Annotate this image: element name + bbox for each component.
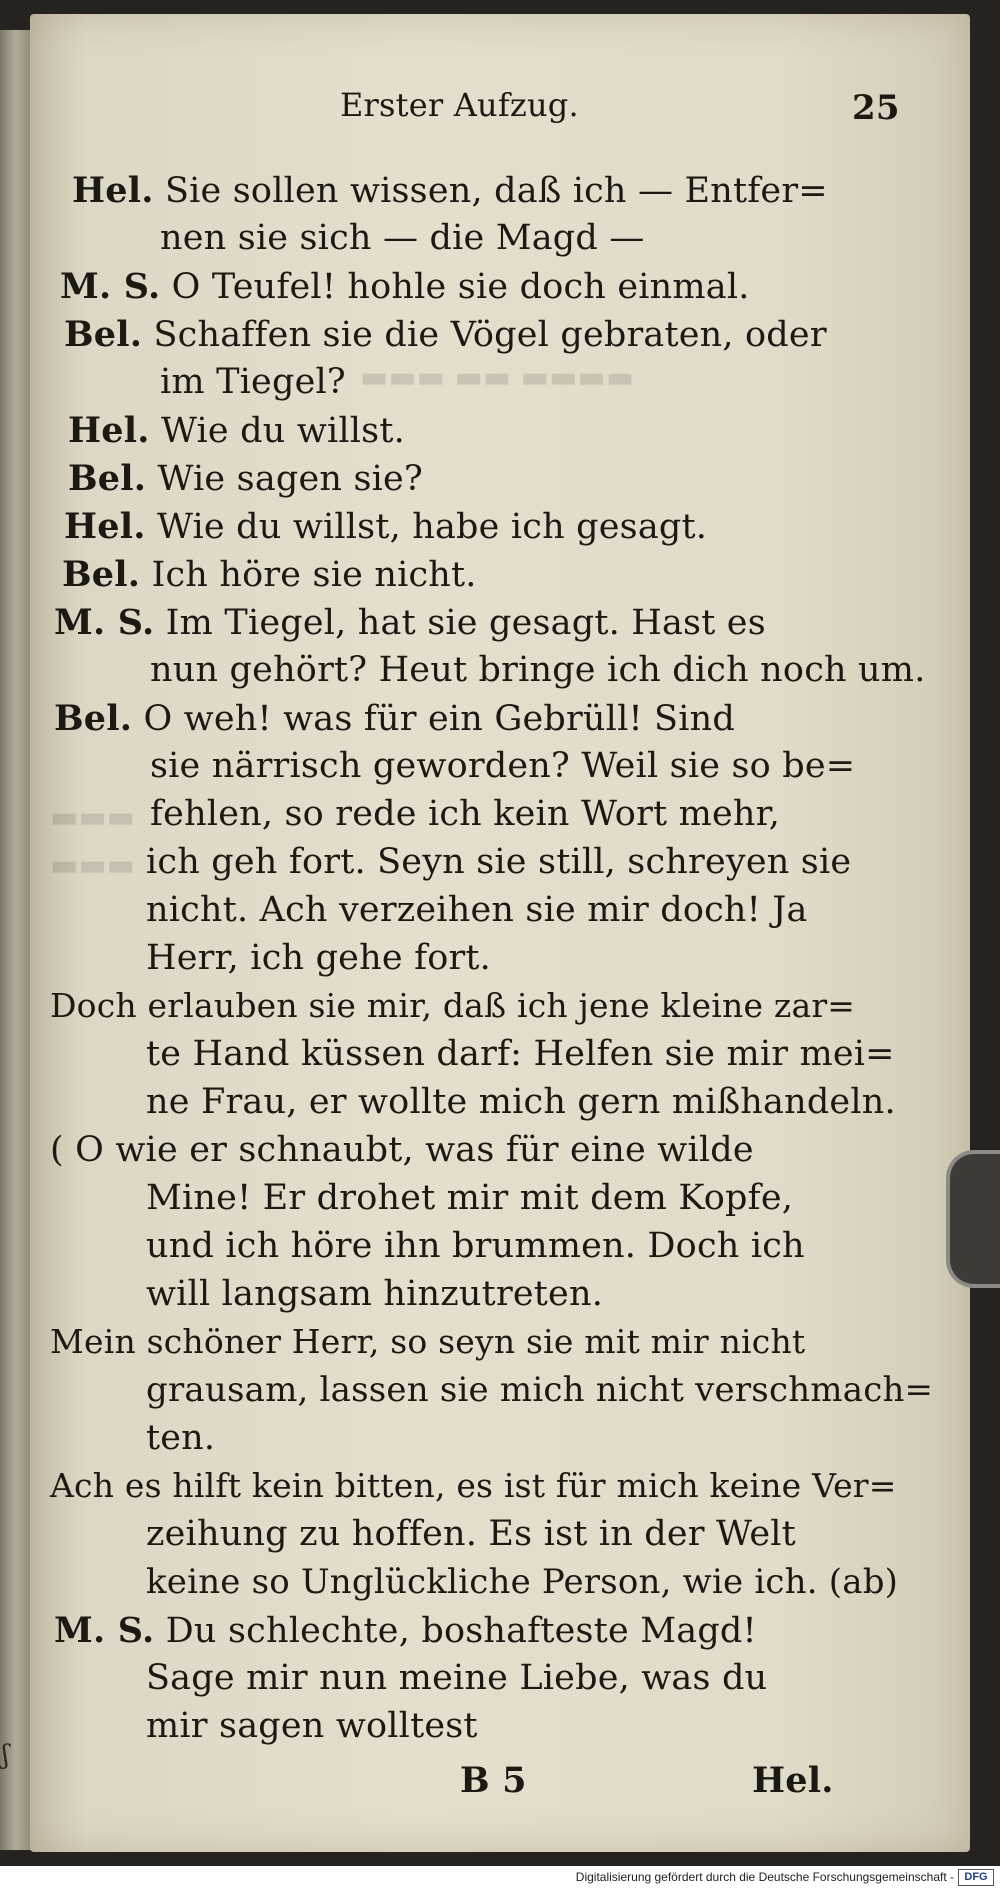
text-line: keine so Unglückliche Person, wie ich. (ab)	[146, 1562, 899, 1602]
catchword: Hel.	[752, 1760, 834, 1801]
speaker-label: Bel.	[62, 554, 141, 595]
text-line: nun gehört? Heut bringe ich dich noch um.	[150, 650, 926, 690]
speaker-label: Hel.	[72, 170, 154, 211]
text-line: M. S. Im Tiegel, hat sie gesagt. Hast es	[54, 602, 766, 643]
page-number: 25	[852, 88, 900, 128]
text-line: ich geh fort. Seyn sie still, schreyen sie	[146, 842, 852, 882]
text-line: te Hand küssen darf: Helfen sie mir mei=	[146, 1034, 895, 1074]
dfg-logo: DFG	[958, 1869, 994, 1886]
digitization-note: Digitalisierung gefördert durch die Deutsche Forschungsgemeinschaft -	[575, 1870, 954, 1884]
text-line: zeihung zu hoffen. Es ist in der Welt	[146, 1514, 796, 1554]
speaker-label: Hel.	[68, 410, 150, 451]
text-line: Hel. Wie du willst, habe ich gesagt.	[64, 506, 708, 547]
text-line: Hel. Wie du willst.	[68, 410, 405, 451]
speaker-label: Bel.	[54, 698, 133, 739]
text-line: Sage mir nun meine Liebe, was du	[146, 1658, 768, 1698]
text-line: M. S. Du schlechte, boshafteste Magd!	[54, 1610, 757, 1651]
show-through-text: ▬▬▬	[50, 848, 136, 883]
text-line: ( O wie er schnaubt, was für eine wilde	[50, 1130, 754, 1170]
text-line: ten.	[146, 1418, 216, 1458]
text-line: Hel. Sie sollen wissen, daß ich — Entfer=	[72, 170, 828, 211]
text-line: Bel. O weh! was für ein Gebrüll! Sind	[54, 698, 735, 739]
running-title: Erster Aufzug.	[340, 86, 579, 124]
show-through-text: ▬▬▬ ▬▬ ▬▬▬▬	[360, 360, 635, 395]
text-line: nen sie sich — die Magd —	[160, 218, 645, 258]
text-line: im Tiegel?	[160, 362, 346, 402]
page-clip	[946, 1150, 1000, 1288]
text-line: will langsam hinzutreten.	[146, 1274, 604, 1314]
left-page-edge	[0, 30, 34, 1850]
text-line: ne Frau, er wollte mich gern mißhandeln.	[146, 1082, 896, 1122]
show-through-text: ▬▬▬	[50, 800, 136, 835]
text-line: Mein schöner Herr, so seyn sie mit mir nicht	[50, 1322, 806, 1361]
speaker-label: M. S.	[54, 1610, 155, 1651]
signature-mark: B 5	[460, 1760, 527, 1801]
speaker-label: Bel.	[64, 314, 143, 355]
text-line: Ach es hilft kein bitten, es ist für mich keine Ver=	[50, 1466, 897, 1505]
speaker-label: M. S.	[60, 266, 161, 307]
text-line: sie närrisch geworden? Weil sie so be=	[150, 746, 856, 786]
text-line: nicht. Ach verzeihen sie mir doch! Ja	[146, 890, 808, 930]
text-line: Mine! Er drohet mir mit dem Kopfe,	[146, 1178, 794, 1218]
text-line: fehlen, so rede ich kein Wort mehr,	[150, 794, 781, 834]
text-line: mir sagen wolltest	[146, 1706, 478, 1746]
text-line: Bel. Wie sagen sie?	[68, 458, 423, 499]
speaker-label: Bel.	[68, 458, 147, 499]
text-line: Bel. Schaffen sie die Vögel gebraten, oder	[64, 314, 827, 355]
speaker-label: M. S.	[54, 602, 155, 643]
text-line: und ich höre ihn brummen. Doch ich	[146, 1226, 805, 1266]
text-line: Bel. Ich höre sie nicht.	[62, 554, 477, 595]
text-line: Doch erlauben sie mir, daß ich jene kleine zar=	[50, 986, 856, 1025]
speaker-label: Hel.	[64, 506, 146, 547]
left-page-marginalia: ʃ	[2, 1740, 10, 1770]
text-line: grausam, lassen sie mich nicht verschmach=	[146, 1370, 934, 1410]
text-line: Herr, ich gehe fort.	[146, 938, 492, 978]
text-line: M. S. O Teufel! hohle sie doch einmal.	[60, 266, 750, 307]
